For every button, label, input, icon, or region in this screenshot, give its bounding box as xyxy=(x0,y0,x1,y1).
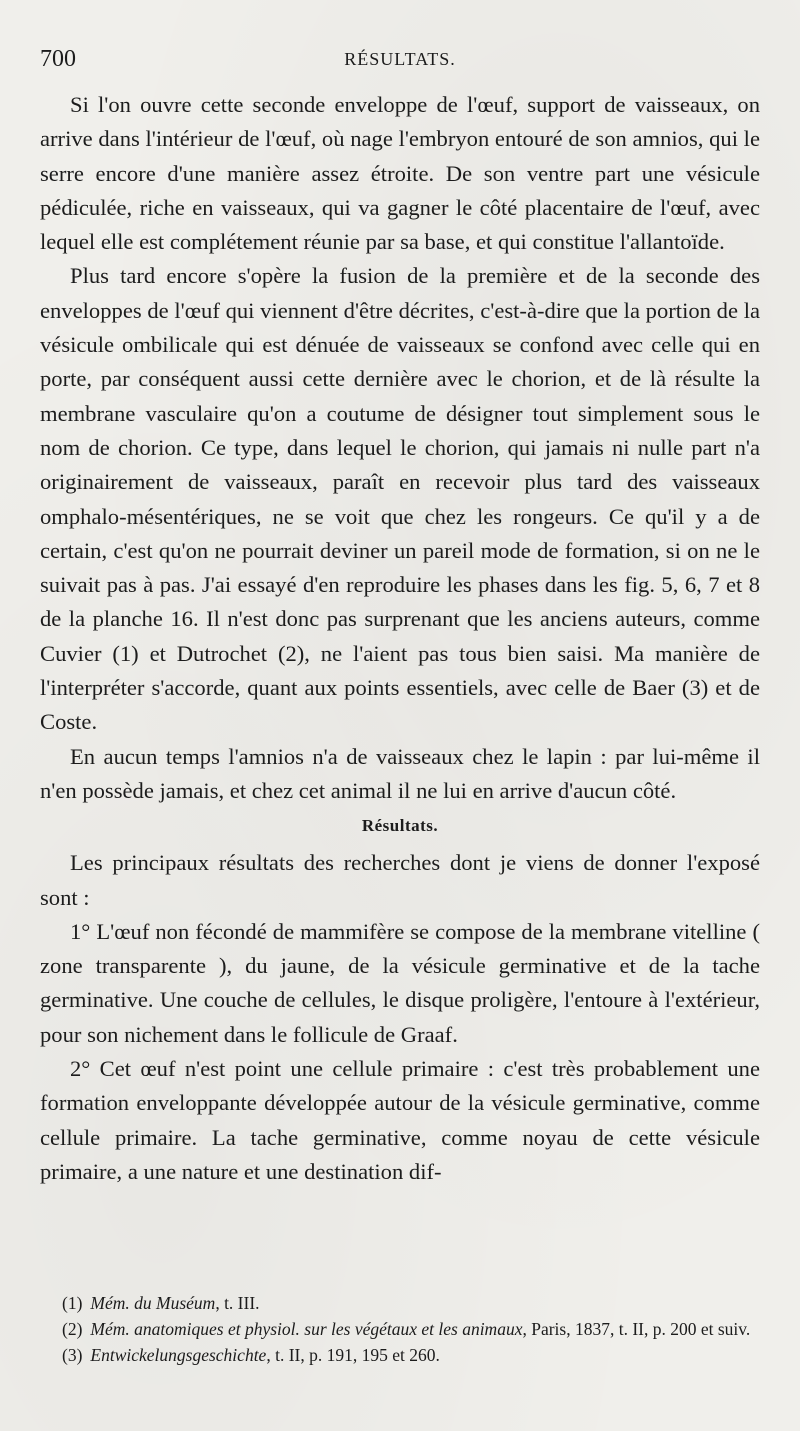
footnote-title: Entwickelungsgeschichte xyxy=(90,1345,267,1365)
body-text xyxy=(40,88,760,1189)
results-intro: Les principaux résultats des recherches dont je viens de donner l'exposé sont : xyxy=(40,850,760,910)
paragraph-3: En aucun temps l'amnios n'a de vaisseaux chez le lapin : par lui-même il n'en possède jamais, et chez cet animal il ne lui en arrive d'aucun côté. xyxy=(40,743,760,803)
footnote-title: Mém. anatomiques et physiol. sur les végétaux et les animaux xyxy=(90,1319,523,1339)
footnote-3 xyxy=(40,1342,760,1368)
footnote-title: Mém. du Muséum xyxy=(90,1293,216,1313)
footnote-marker: (3) xyxy=(62,1345,83,1365)
result-item-1: 1° L'œuf non fécondé de mammifère se compose de la membrane vitelline ( zone transparente ), du jaune, de la vésicule germinative et de la tache germinative. Une couche de cellules, le disque proligère, l'entoure à l'extérieur, pour son nichement dans le follicule de Graaf. xyxy=(40,918,760,1047)
section-heading: Résultats. xyxy=(361,816,439,836)
footnote-detail: , t. III. xyxy=(215,1293,260,1313)
paragraph-1: Si l'on ouvre cette seconde enveloppe de l'œuf, support de vaisseaux, on arrive dans l'intérieur de l'œuf, où nage l'embryon entouré de son amnios, qui le serre encore d'une manière assez étroite. De son ventre part une vésicule pédiculée, riche en vaisseaux, qui va gagner le côté placentaire de l'œuf, avec lequel elle est complétement réunie par sa base, et qui constitue l'allantoïde. xyxy=(40,92,760,255)
footnote-detail: , Paris, 1837, t. II, p. 200 et suiv. xyxy=(522,1319,751,1339)
footnote-1 xyxy=(40,1290,760,1316)
footnotes xyxy=(40,1290,760,1368)
footnote-2 xyxy=(40,1316,760,1342)
footnote-marker: (1) xyxy=(62,1293,83,1313)
page-header xyxy=(40,46,760,76)
page-number: 700 xyxy=(40,46,76,72)
result-item-2: 2° Cet œuf n'est point une cellule primaire : c'est très probablement une formation enveloppante développée autour de la vésicule germinative, comme cellule primaire. La tache germinative, comme noyau de cette vésicule primaire, a une nature et une destination dif- xyxy=(40,1056,760,1184)
footnote-detail: , t. II, p. 191, 195 et 260. xyxy=(266,1345,440,1365)
paragraph-2: Plus tard encore s'opère la fusion de la première et de la seconde des enveloppes de l'œuf qui viennent d'être décrites, c'est-à-dire que la portion de la vésicule ombilicale qui est dénuée de vaisseaux se confond avec celle qui en porte, par conséquent aussi cette dernière avec le chorion, et de là résulte la membrane vasculaire qu'on a coutume de désigner tout simplement sous le nom de chorion. Ce type, dans lequel le chorion, qui jamais ni nulle part n'a originairement de vaisseaux, paraît en recevoir plus tard des vaisseaux omphalo-mésentériques, ne se voit que chez les rongeurs. Ce qu'il y a de certain, c'est qu'on ne pourrait deviner un pareil mode de formation, si on ne le suivait pas à pas. J'ai essayé d'en reproduire les phases dans les fig. 5, 6, 7 et 8 de la planche 16. Il n'est donc pas surprenant que les anciens auteurs, comme Cuvier (1) et Dutrochet (2), ne l'aient pas tous bien saisi. Ma manière de l'interpréter s'accorde, quant aux points essentiels, avec celle de Baer (3) et de Coste. xyxy=(40,263,760,735)
footnote-marker: (2) xyxy=(62,1319,83,1339)
running-head: RÉSULTATS. xyxy=(344,49,456,69)
